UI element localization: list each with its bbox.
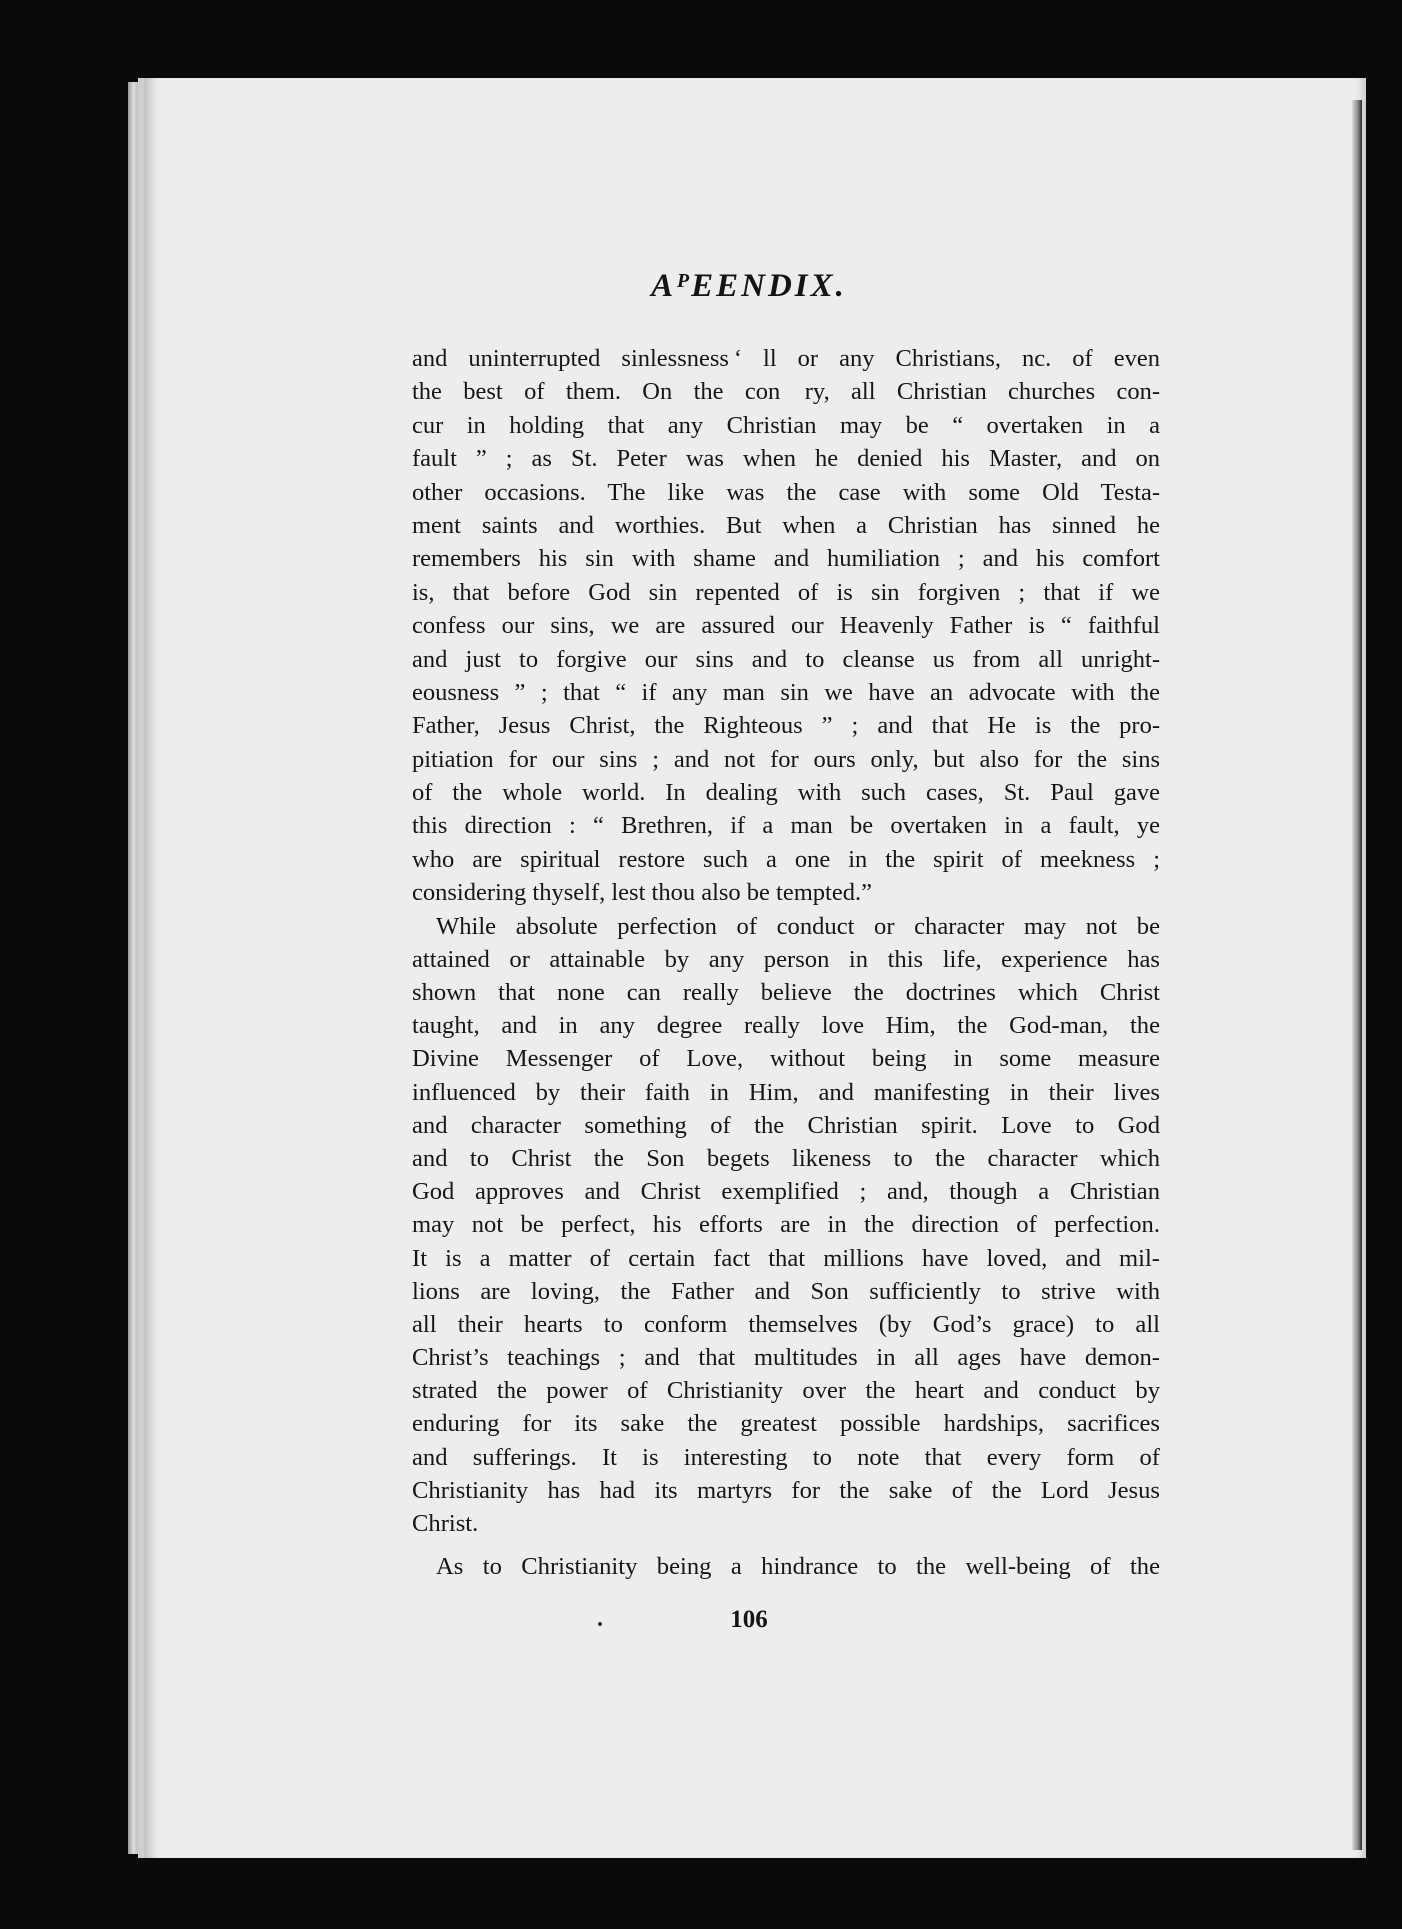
text-line: It is a matter of certain fact that millions have loved, and mil- xyxy=(412,1244,1160,1272)
text-line: enduring for its sake the greatest possible hardships, sacrifices xyxy=(412,1410,1160,1438)
text-line: cur in holding that any Christian may be “ overtaken in a xyxy=(412,411,1160,439)
text-line: lions are loving, the Father and Son sufficiently to strive with xyxy=(412,1277,1160,1305)
text-line: influenced by their faith in Him, and manifesting in their lives xyxy=(412,1078,1160,1106)
text-line: may not be perfect, his efforts are in the direction of perfection. xyxy=(412,1211,1160,1239)
text-line: Christ. xyxy=(412,1510,479,1538)
paragraph-2 xyxy=(412,910,1160,1541)
text-line: and character something of the Christian spirit. Love to God xyxy=(412,1111,1160,1139)
text-line: God approves and Christ exemplified ; and, though a Christian xyxy=(412,1178,1160,1206)
text-line: taught, and in any degree really love Him, the God-man, the xyxy=(412,1012,1160,1040)
text-line: fault ” ; as St. Peter was when he denied his Master, and on xyxy=(412,445,1160,473)
text-line: is, that before God sin repented of is sin forgiven ; that if we xyxy=(412,578,1160,606)
text-line: Father, Jesus Christ, the Righteous ” ; and that He is the pro- xyxy=(412,712,1160,740)
text-line: and to Christ the Son begets likeness to the character which xyxy=(412,1144,1160,1172)
text-line: Divine Messenger of Love, without being in some measure xyxy=(412,1045,1160,1073)
text-line: the best of them. On the con ry, all Christian churches con- xyxy=(412,378,1160,406)
text-line: Christianity has had its martyrs for the sake of the Lord Jesus xyxy=(412,1476,1160,1504)
text-line: all their hearts to conform themselves (by God’s grace) to all xyxy=(412,1310,1160,1338)
paragraph-3 xyxy=(412,1550,1160,1583)
text-line: ment saints and worthies. But when a Christian has sinned he xyxy=(412,511,1160,539)
paragraph-1 xyxy=(412,342,1160,910)
page-number: 106 xyxy=(730,1606,768,1633)
text-line: strated the power of Christianity over the heart and conduct by xyxy=(412,1377,1160,1405)
running-title: AᴾEENDIX. xyxy=(651,268,847,304)
text-line: considering thyself, lest thou also be tempted.” xyxy=(412,879,872,907)
text-line: this direction : “ Brethren, if a man be overtaken in a fault, ye xyxy=(412,812,1160,840)
text-line: and just to forgive our sins and to cleanse us from all unright- xyxy=(412,645,1160,673)
text-line: pitiation for our sins ; and not for ours only, but also for the sins xyxy=(412,745,1160,773)
text-line: eousness ” ; that “ if any man sin we have an advocate with the xyxy=(412,678,1160,706)
text-line: confess our sins, we are assured our Heavenly Father is “ faithful xyxy=(412,612,1160,640)
text-line: While absolute perfection of conduct or character may not be xyxy=(436,912,1160,940)
book-page-right-edge xyxy=(1352,100,1362,1850)
text-line: who are spiritual restore such a one in the spirit of meekness ; xyxy=(412,845,1160,873)
text-line: As to Christianity being a hindrance to the well-being of the xyxy=(436,1553,1160,1581)
text-line: and sufferings. It is interesting to note that every form of xyxy=(412,1443,1160,1471)
text-line: of the whole world. In dealing with such cases, St. Paul gave xyxy=(412,779,1160,807)
text-line: Christ’s teachings ; and that multitudes in all ages have demon- xyxy=(412,1344,1160,1372)
text-line: and uninterrupted sinlessness ʻ ll or any Christians, nc. of even xyxy=(412,345,1160,372)
text-line: other occasions. The like was the case with some Old Testa- xyxy=(412,478,1160,506)
text-line: attained or attainable by any person in this life, experience has xyxy=(412,945,1160,973)
body-text xyxy=(412,342,1160,1583)
text-line: remembers his sin with shame and humiliation ; and his comfort xyxy=(412,545,1160,573)
text-line: shown that none can really believe the doctrines which Christ xyxy=(412,979,1160,1007)
